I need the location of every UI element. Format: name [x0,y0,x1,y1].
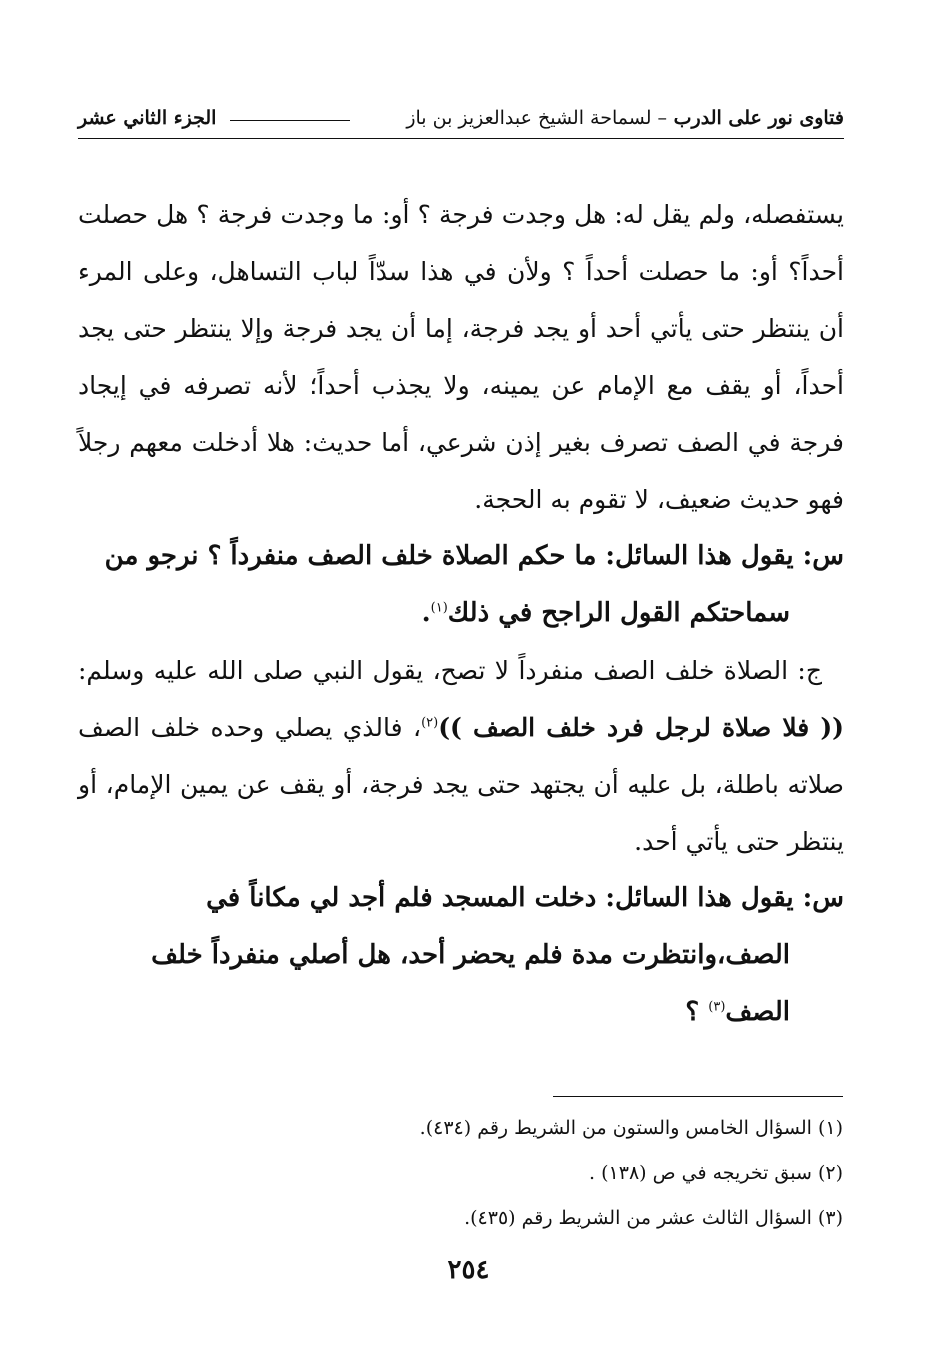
footnote-3: (٣) السؤال الثالث عشر من الشريط رقم (٤٣٥). [464,1207,843,1229]
question-1-period: . [421,598,431,628]
answer-1 [78,642,844,870]
footnote-1: (١) السؤال الخامس والستون من الشريط رقم (٤٣٤). [419,1117,843,1139]
footnote-ref-3: (٣) [708,999,726,1015]
question-2-line-3 [78,984,844,1041]
question-2-text-end: الصف [725,997,790,1027]
footnote-ref-2: (٢) [421,715,439,731]
header-divider-line [230,120,350,121]
main-text [78,186,844,1041]
question-1 [78,528,844,642]
header-part: الجزء الثاني عشر [78,107,217,129]
header-author: – لسماحة الشيخ عبدالعزيز بن باز [406,107,668,129]
answer-1-end: ، فالذي يصلي وحده خلف الصف صلاته باطلة، بل عليه أن يجتهد حتى يجد فرجة، أو يقف عن يمين الإمام، أو ينتظر حتى يأتي أحد. [78,713,844,856]
footnotes [143,1106,843,1241]
answer-1-hadith: (( فلا صلاة لرجل فرد خلف الصف )) [438,713,844,742]
question-2 [78,870,844,1041]
header-book-title: فتاوى نور على الدرب [673,107,844,129]
question-2-line-1: س: يقول هذا السائل: دخلت المسجد فلم أجد لي مكاناً في [206,883,844,913]
footnote-ref-1: (١) [430,600,448,616]
paragraph-continuation: يستفصله، ولم يقل له: هل وجدت فرجة ؟ أو: ما وجدت فرجة ؟ هل حصلت أحداً؟ أو: ما حصلت أحداً ؟ ولأن في هذا سدّاً لباب التساهل، وعلى المرء أن ينتظر حتى يأتي أحد أو يجد فرجة، إما أن يجد فرجة وإلا ينتظر حتى يجد أحداً، أو يقف مع الإمام عن يمينه، ولا يجذب أحداً؛ لأنه تصرفه في إيجاد فرجة في الصف تصرف بغير إذن شرعي، أما حديث: هلا أدخلت معهم رجلاً فهو حديث ضعيف، لا تقوم به الحجة. [78,200,844,514]
footnote-2: (٢) سبق تخريجه في ص (١٣٨) . [589,1162,843,1184]
answer-1-start: ج: الصلاة خلف الصف منفرداً لا تصح، يقول النبي صلى الله عليه وسلم: [78,656,822,685]
question-1-text-end: سماحتكم القول الراجح في ذلك [447,598,790,628]
running-header [78,98,844,139]
question-2-mark: ؟ [685,997,709,1027]
question-1-line-2 [78,585,844,642]
footnote-separator [553,1096,843,1097]
question-1-line-1: س: يقول هذا السائل: ما حكم الصلاة خلف الصف منفرداً ؟ نرجو من [104,541,844,571]
header-book-info [406,107,844,129]
header-part-info [78,107,358,129]
page-number: ٢٥٤ [447,1255,490,1285]
question-2-line-2: الصف،وانتظرت مدة فلم يحضر أحد، هل أصلي منفرداً خلف [151,940,790,970]
